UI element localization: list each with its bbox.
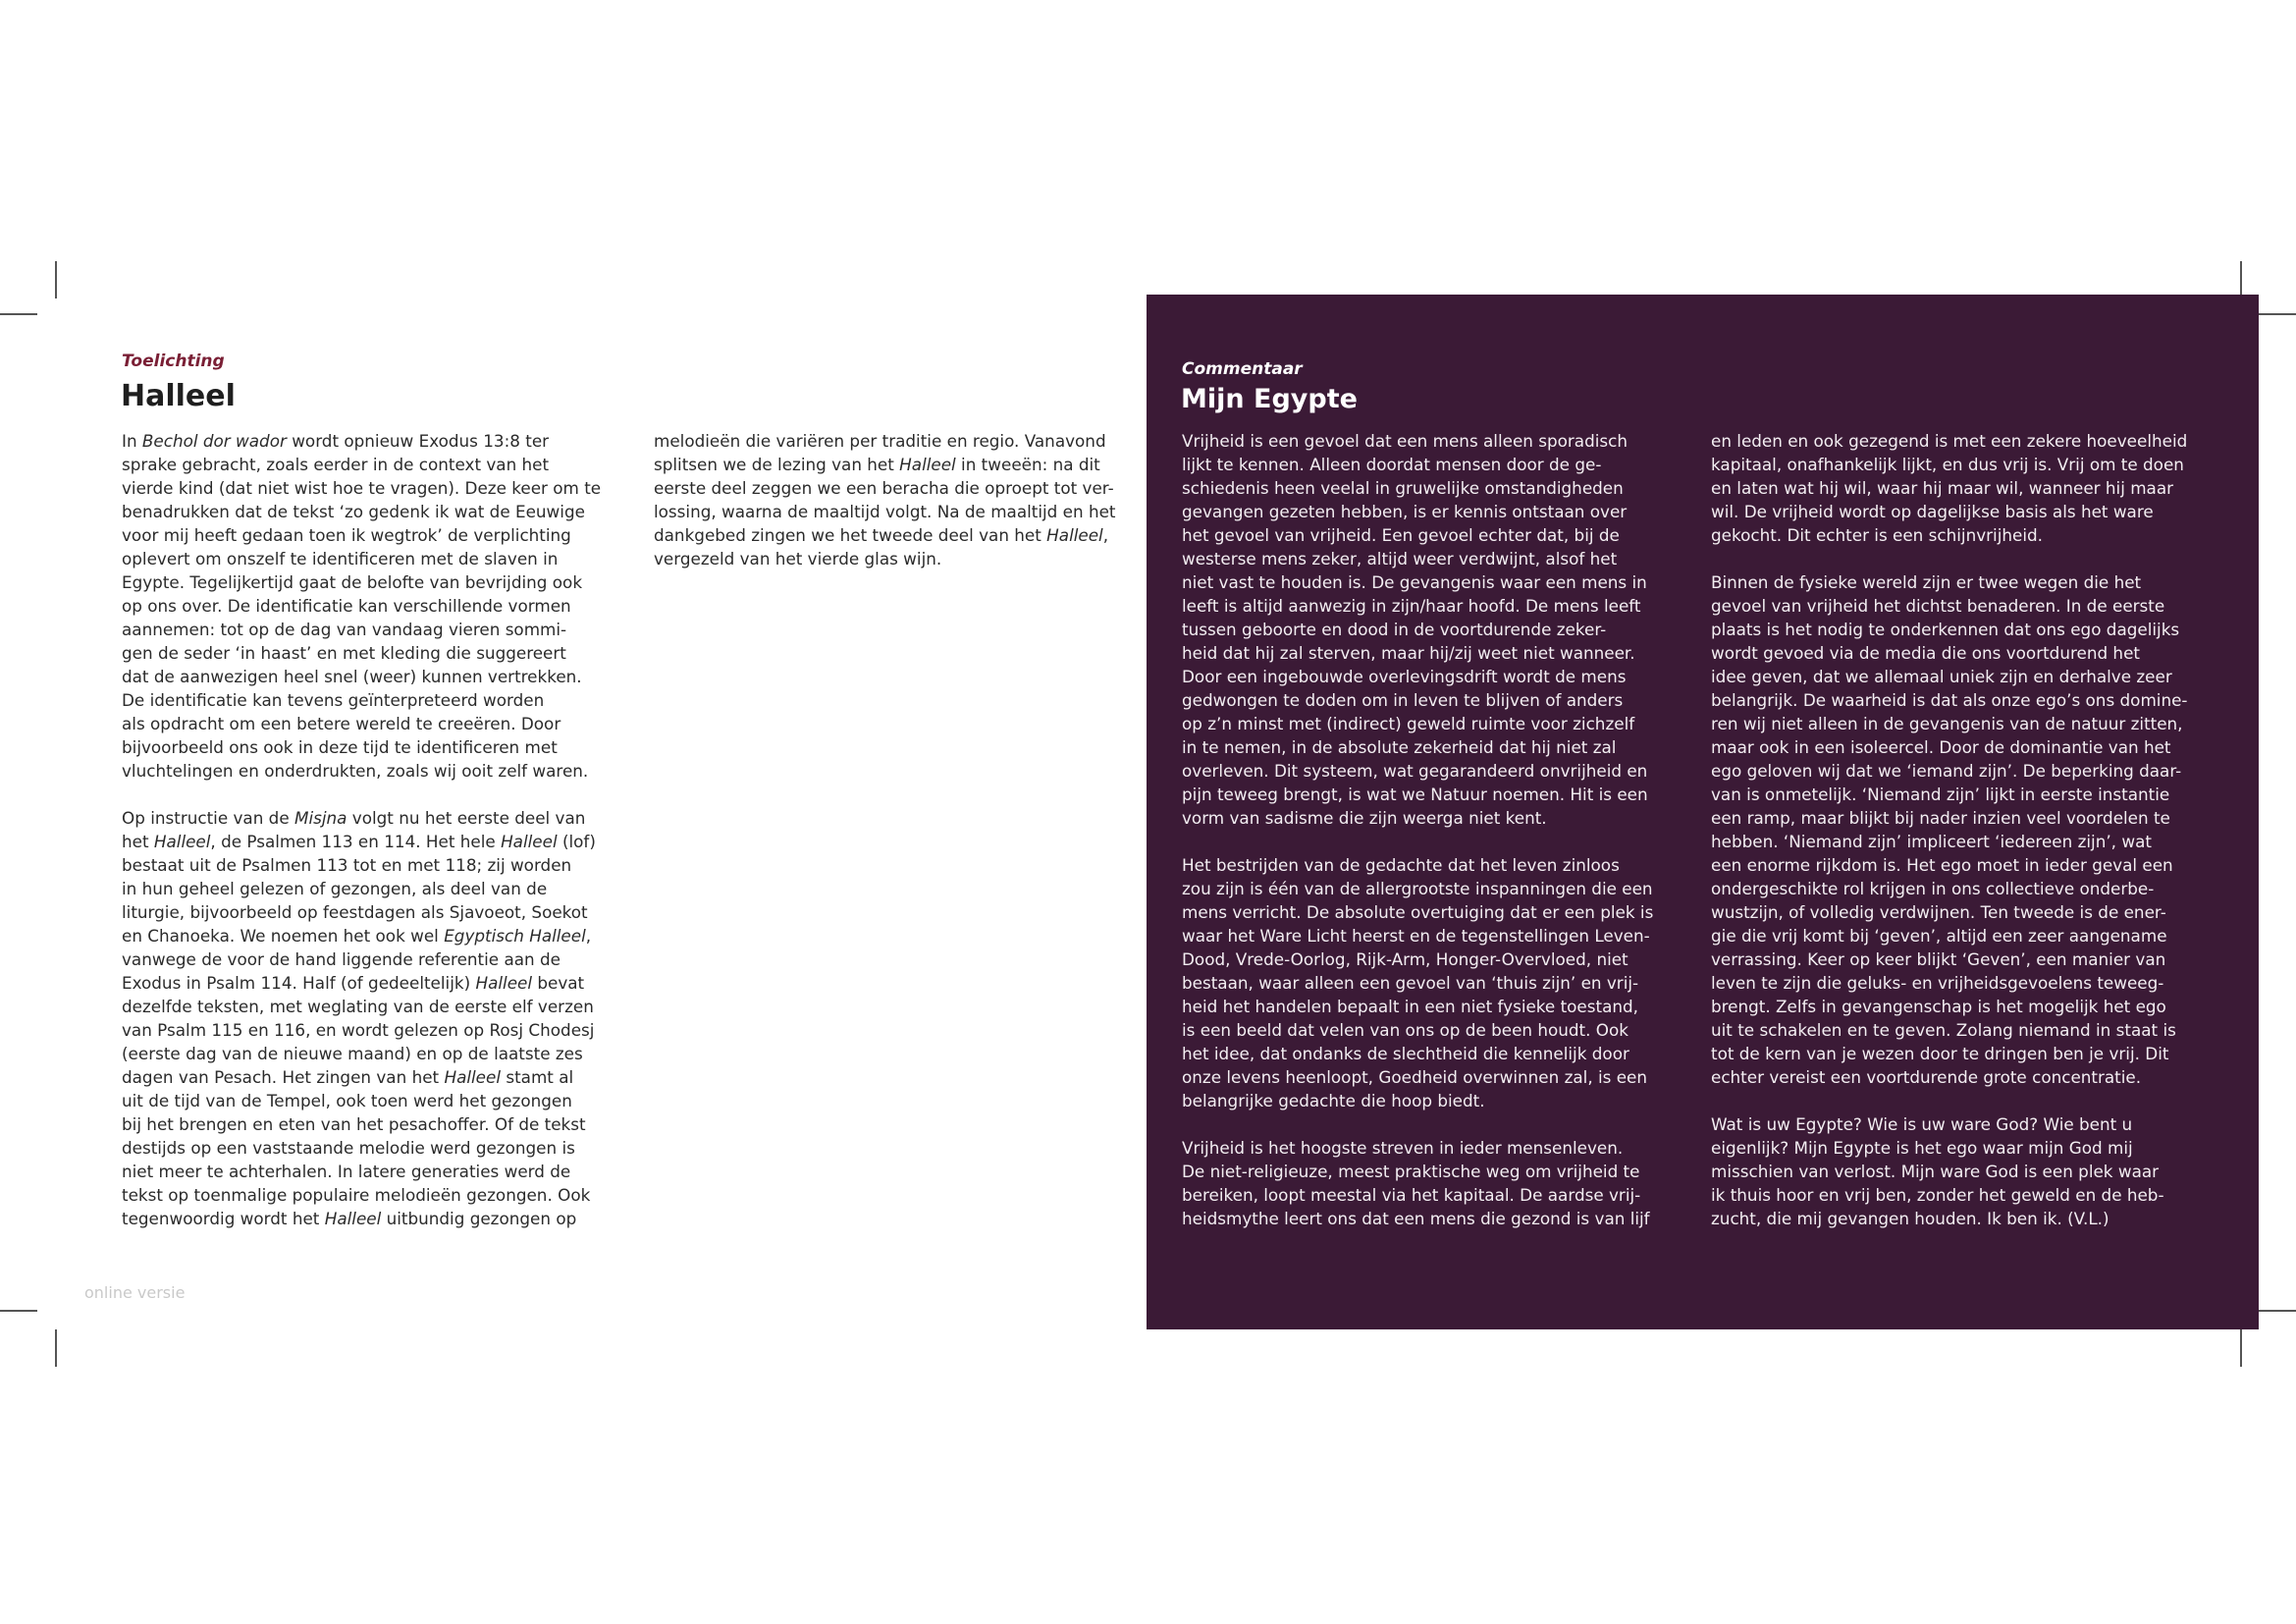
- crop-mark-top-left-vertical: [55, 261, 57, 298]
- text-line: Binnen de fysieke wereld zijn er twee wegen die het: [1711, 572, 2142, 592]
- text-line: dezelfde teksten, met weglating van de eerste elf verzen: [122, 997, 594, 1016]
- text-line: van Psalm 115 en 116, en wordt gelezen op Rosj Chodesj: [122, 1020, 595, 1040]
- text-line: schiedenis heen veelal in gruwelijke omstandigheden: [1182, 478, 1624, 498]
- crop-mark-bottom-right-vertical: [2240, 1329, 2242, 1367]
- text-line: vluchtelingen en onderdrukten, zoals wij ooit zelf waren.: [122, 761, 589, 781]
- text-line: het gevoel van vrijheid. Een gevoel echter dat, bij de: [1182, 525, 1620, 545]
- text-line: brengt. Zelfs in gevangenschap is het mogelijk het ego: [1711, 997, 2166, 1016]
- text-line: gekocht. Dit echter is een schijnvrijheid.: [1711, 525, 2043, 545]
- text-line: lijkt te kennen. Alleen doordat mensen door de ge-: [1182, 455, 1602, 474]
- text-line: heid het handelen bepaalt in een niet fysieke toestand,: [1182, 997, 1638, 1016]
- text-line: eerste deel zeggen we een beracha die oproept tot ver-: [654, 478, 1114, 498]
- text-line: bij het brengen en eten van het pesachoffer. Of de tekst: [122, 1114, 586, 1134]
- text-line: Op instructie van de Misjna volgt nu het eerste deel van: [122, 808, 586, 828]
- text-line: De identificatie kan tevens geïnterpreteerd worden: [122, 690, 545, 710]
- text-line: zucht, die mij gevangen houden. Ik ben ik. (V.L.): [1711, 1209, 2109, 1228]
- text-line: wustzijn, of volledig verdwijnen. Ten tweede is de ener-: [1711, 902, 2166, 922]
- text-line: wil. De vrijheid wordt op dagelijkse basis als het ware: [1711, 502, 2154, 521]
- text-line: kapitaal, onafhankelijk lijkt, en dus vrij is. Vrij om te doen: [1711, 455, 2184, 474]
- text-line: vierde kind (dat niet wist hoe te vragen). Deze keer om te: [122, 478, 602, 498]
- text-line: wordt gevoed via de media die ons voortdurend het: [1711, 643, 2140, 663]
- text-line: in te nemen, in de absolute zekerheid dat hij niet zal: [1182, 737, 1617, 757]
- text-line: onze levens heenloopt, Goedheid overwinnen zal, is een: [1182, 1067, 1648, 1087]
- text-line: Wat is uw Egypte? Wie is uw ware God? Wie bent u: [1711, 1114, 2133, 1134]
- text-line: en laten wat hij wil, waar hij maar wil, wanneer hij maar: [1711, 478, 2174, 498]
- text-line: Exodus in Psalm 114. Half (of gedeeltelijk) Halleel bevat: [122, 973, 585, 993]
- crop-mark-bottom-left-vertical: [55, 1329, 57, 1367]
- text-line: in hun geheel gelezen of gezongen, als deel van de: [122, 879, 548, 898]
- toelichting-paragraph-2: [122, 806, 601, 1230]
- commentaar-paragraph-5: [1711, 570, 2187, 1089]
- text-line: De niet-religieuze, meest praktische weg om vrijheid te: [1182, 1162, 1640, 1181]
- text-line: aannemen: tot op de dag van vandaag vieren sommi-: [122, 620, 567, 639]
- halleel-title: Halleel: [121, 379, 236, 413]
- text-line: idee geven, dat we allemaal uniek zijn en derhalve zeer: [1711, 667, 2172, 686]
- text-line: dat de aanwezigen heel snel (weer) kunnen vertrekken.: [122, 667, 582, 686]
- text-line: zou zijn is één van de allergrootste inspanningen die een: [1182, 879, 1653, 898]
- text-line: Vrijheid is het hoogste streven in ieder mensenleven.: [1182, 1138, 1624, 1158]
- text-line: is een beeld dat velen van ons op de been houdt. Ook: [1182, 1020, 1629, 1040]
- text-line: ren wij niet alleen in de gevangenis van de natuur zitten,: [1711, 714, 2183, 733]
- text-line: als opdracht om een betere wereld te creeëren. Door: [122, 714, 561, 733]
- text-line: vanwege de voor de hand liggende referentie aan de: [122, 949, 561, 969]
- commentaar-paragraph-4: [1711, 429, 2187, 547]
- toelichting-paragraph-3: [654, 429, 1116, 570]
- text-line: Door een ingebouwde overlevingsdrift wordt de mens: [1182, 667, 1627, 686]
- text-line: gie die vrij komt bij ‘geven’, altijd een zeer aangename: [1711, 926, 2167, 946]
- text-line: een ramp, maar blijkt bij nader inzien veel voordelen te: [1711, 808, 2170, 828]
- text-line: bestaat uit de Psalmen 113 tot en met 118; zij worden: [122, 855, 572, 875]
- text-line: belangrijke gedachte die hoop biedt.: [1182, 1091, 1485, 1110]
- commentaar-column-1: [1182, 429, 1653, 1230]
- text-line: uit de tijd van de Tempel, ook toen werd het gezongen: [122, 1091, 572, 1110]
- text-line: gevangen gezeten hebben, is er kennis ontstaan over: [1182, 502, 1628, 521]
- text-line: bereiken, loopt meestal via het kapitaal. De aardse vrij-: [1182, 1185, 1641, 1205]
- text-line: op ons over. De identificatie kan verschillende vormen: [122, 596, 571, 616]
- text-line: dankgebed zingen we het tweede deel van het Halleel,: [654, 525, 1109, 545]
- text-line: splitsen we de lezing van het Halleel in tweeën: na dit: [654, 455, 1100, 474]
- text-line: (eerste dag van de nieuwe maand) en op de laatste zes: [122, 1044, 583, 1063]
- toelichting-paragraph-1: [122, 429, 601, 783]
- text-line: tegenwoordig wordt het Halleel uitbundig gezongen op: [122, 1209, 577, 1228]
- text-line: mens verricht. De absolute overtuiging dat er een plek is: [1182, 902, 1654, 922]
- text-line: In Bechol dor wador wordt opnieuw Exodus 13:8 ter: [122, 431, 550, 451]
- crop-mark-top-right-vertical: [2240, 261, 2242, 298]
- text-line: een enorme rijkdom is. Het ego moet in ieder geval een: [1711, 855, 2173, 875]
- text-line: echter vereist een voortdurende grote concentratie.: [1711, 1067, 2142, 1087]
- text-line: liturgie, bijvoorbeeld op feestdagen als Sjavoeot, Soekot: [122, 902, 588, 922]
- text-line: verrassing. Keer op keer blijkt ‘Geven’, een manier van: [1711, 949, 2166, 969]
- text-line: dagen van Pesach. Het zingen van het Halleel stamt al: [122, 1067, 574, 1087]
- text-line: het Halleel, de Psalmen 113 en 114. Het hele Halleel (lof): [122, 832, 596, 851]
- text-line: leven te zijn die geluks- en vrijheidsgevoelens teweeg-: [1711, 973, 2164, 993]
- text-line: op z’n minst met (indirect) geweld ruimte voor zichzelf: [1182, 714, 1635, 733]
- text-line: ondergeschikte rol krijgen in ons collectieve onderbe-: [1711, 879, 2155, 898]
- text-line: uit te schakelen en te geven. Zolang niemand in staat is: [1711, 1020, 2176, 1040]
- text-line: belangrijk. De waarheid is dat als onze ego’s ons domine-: [1711, 690, 2188, 710]
- text-line: en Chanoeka. We noemen het ook wel Egyptisch Halleel,: [122, 926, 592, 946]
- text-line: vergezeld van het vierde glas wijn.: [654, 549, 942, 568]
- text-line: leeft is altijd aanwezig in zijn/haar hoofd. De mens leeft: [1182, 596, 1641, 616]
- text-line: en leden en ook gezegend is met een zekere hoeveelheid: [1711, 431, 2188, 451]
- crop-mark-top-left-horizontal: [0, 313, 37, 315]
- toelichting-column-2: [654, 429, 1116, 570]
- text-line: maar ook in een isoleercel. Door de dominantie van het: [1711, 737, 2171, 757]
- text-line: westerse mens zeker, altijd weer verdwijnt, alsof het: [1182, 549, 1618, 568]
- text-line: Egypte. Tegelijkertijd gaat de belofte van bevrijding ook: [122, 572, 583, 592]
- text-line: Vrijheid is een gevoel dat een mens alleen sporadisch: [1182, 431, 1629, 451]
- text-line: gen de seder ‘in haast’ en met kleding die suggereert: [122, 643, 566, 663]
- text-line: misschien van verlost. Mijn ware God is een plek waar: [1711, 1162, 2160, 1181]
- text-line: pijn teweeg brengt, is wat we Natuur noemen. Hit is een: [1182, 785, 1648, 804]
- commentaar-column-2: [1711, 429, 2187, 1230]
- text-line: het idee, dat ondanks de slechtheid die kennelijk door: [1182, 1044, 1629, 1063]
- crop-mark-top-right-horizontal: [2259, 313, 2296, 315]
- text-line: bestaan, waar alleen een gevoel van ‘thuis zijn’ en vrij-: [1182, 973, 1639, 993]
- text-line: niet meer te achterhalen. In latere generaties werd de: [122, 1162, 571, 1181]
- text-line: lossing, waarna de maaltijd volgt. Na de maaltijd en het: [654, 502, 1116, 521]
- text-line: bijvoorbeeld ons ook in deze tijd te identificeren met: [122, 737, 558, 757]
- text-line: Het bestrijden van de gedachte dat het leven zinloos: [1182, 855, 1620, 875]
- text-line: tekst op toenmalige populaire melodieën gezongen. Ook: [122, 1185, 591, 1205]
- toelichting-kicker: Toelichting: [122, 352, 225, 371]
- text-line: hebben. ‘Niemand zijn’ impliceert ‘iedereen zijn’, wat: [1711, 832, 2152, 851]
- mijn-egypte-title: Mijn Egypte: [1181, 384, 1358, 414]
- text-line: oplevert om onszelf te identificeren met de slaven in: [122, 549, 559, 568]
- text-line: plaats is het nodig te onderkennen dat ons ego dagelijks: [1711, 620, 2180, 639]
- crop-mark-bottom-left-horizontal: [0, 1310, 37, 1312]
- text-line: voor mij heeft gedaan toen ik wegtrok’ de verplichting: [122, 525, 571, 545]
- text-line: ik thuis hoor en vrij ben, zonder het geweld en de heb-: [1711, 1185, 2164, 1205]
- text-line: melodieën die variëren per traditie en regio. Vanavond: [654, 431, 1106, 451]
- footer-online-versie: online versie: [84, 1283, 186, 1302]
- commentaar-kicker: Commentaar: [1182, 359, 1303, 379]
- commentaar-paragraph-6: [1711, 1112, 2187, 1230]
- text-line: tussen geboorte en dood in de voortdurende zeker-: [1182, 620, 1607, 639]
- text-line: Dood, Vrede-Oorlog, Rijk-Arm, Honger-Overvloed, niet: [1182, 949, 1629, 969]
- commentaar-paragraph-3: [1182, 1136, 1653, 1230]
- crop-mark-bottom-right-horizontal: [2259, 1310, 2296, 1312]
- text-line: sprake gebracht, zoals eerder in de context van het: [122, 455, 550, 474]
- text-line: benadrukken dat de tekst ‘zo gedenk ik wat de Eeuwige: [122, 502, 585, 521]
- text-line: niet vast te houden is. De gevangenis waar een mens in: [1182, 572, 1647, 592]
- text-line: ego geloven wij dat we ‘iemand zijn’. De beperking daar-: [1711, 761, 2182, 781]
- toelichting-column-1: [122, 429, 601, 1230]
- commentaar-paragraph-2: [1182, 853, 1653, 1112]
- text-line: van is onmetelijk. ‘Niemand zijn’ lijkt in eerste instantie: [1711, 785, 2170, 804]
- text-line: gevoel van vrijheid het dichtst benaderen. In de eerste: [1711, 596, 2165, 616]
- commentaar-paragraph-1: [1182, 429, 1653, 830]
- text-line: tot de kern van je wezen door te dringen ben je vrij. Dit: [1711, 1044, 2169, 1063]
- text-line: gedwongen te doden om in leven te blijven of anders: [1182, 690, 1624, 710]
- text-line: heidsmythe leert ons dat een mens die gezond is van lijf: [1182, 1209, 1650, 1228]
- text-line: heid dat hij zal sterven, maar hij/zij weet niet wanneer.: [1182, 643, 1635, 663]
- text-line: overleven. Dit systeem, wat gegarandeerd onvrijheid en: [1182, 761, 1648, 781]
- text-line: eigenlijk? Mijn Egypte is het ego waar mijn God mij: [1711, 1138, 2133, 1158]
- text-line: vorm van sadisme die zijn weerga niet kent.: [1182, 808, 1547, 828]
- text-line: waar het Ware Licht heerst en de tegenstellingen Leven-: [1182, 926, 1650, 946]
- text-line: destijds op een vaststaande melodie werd gezongen is: [122, 1138, 575, 1158]
